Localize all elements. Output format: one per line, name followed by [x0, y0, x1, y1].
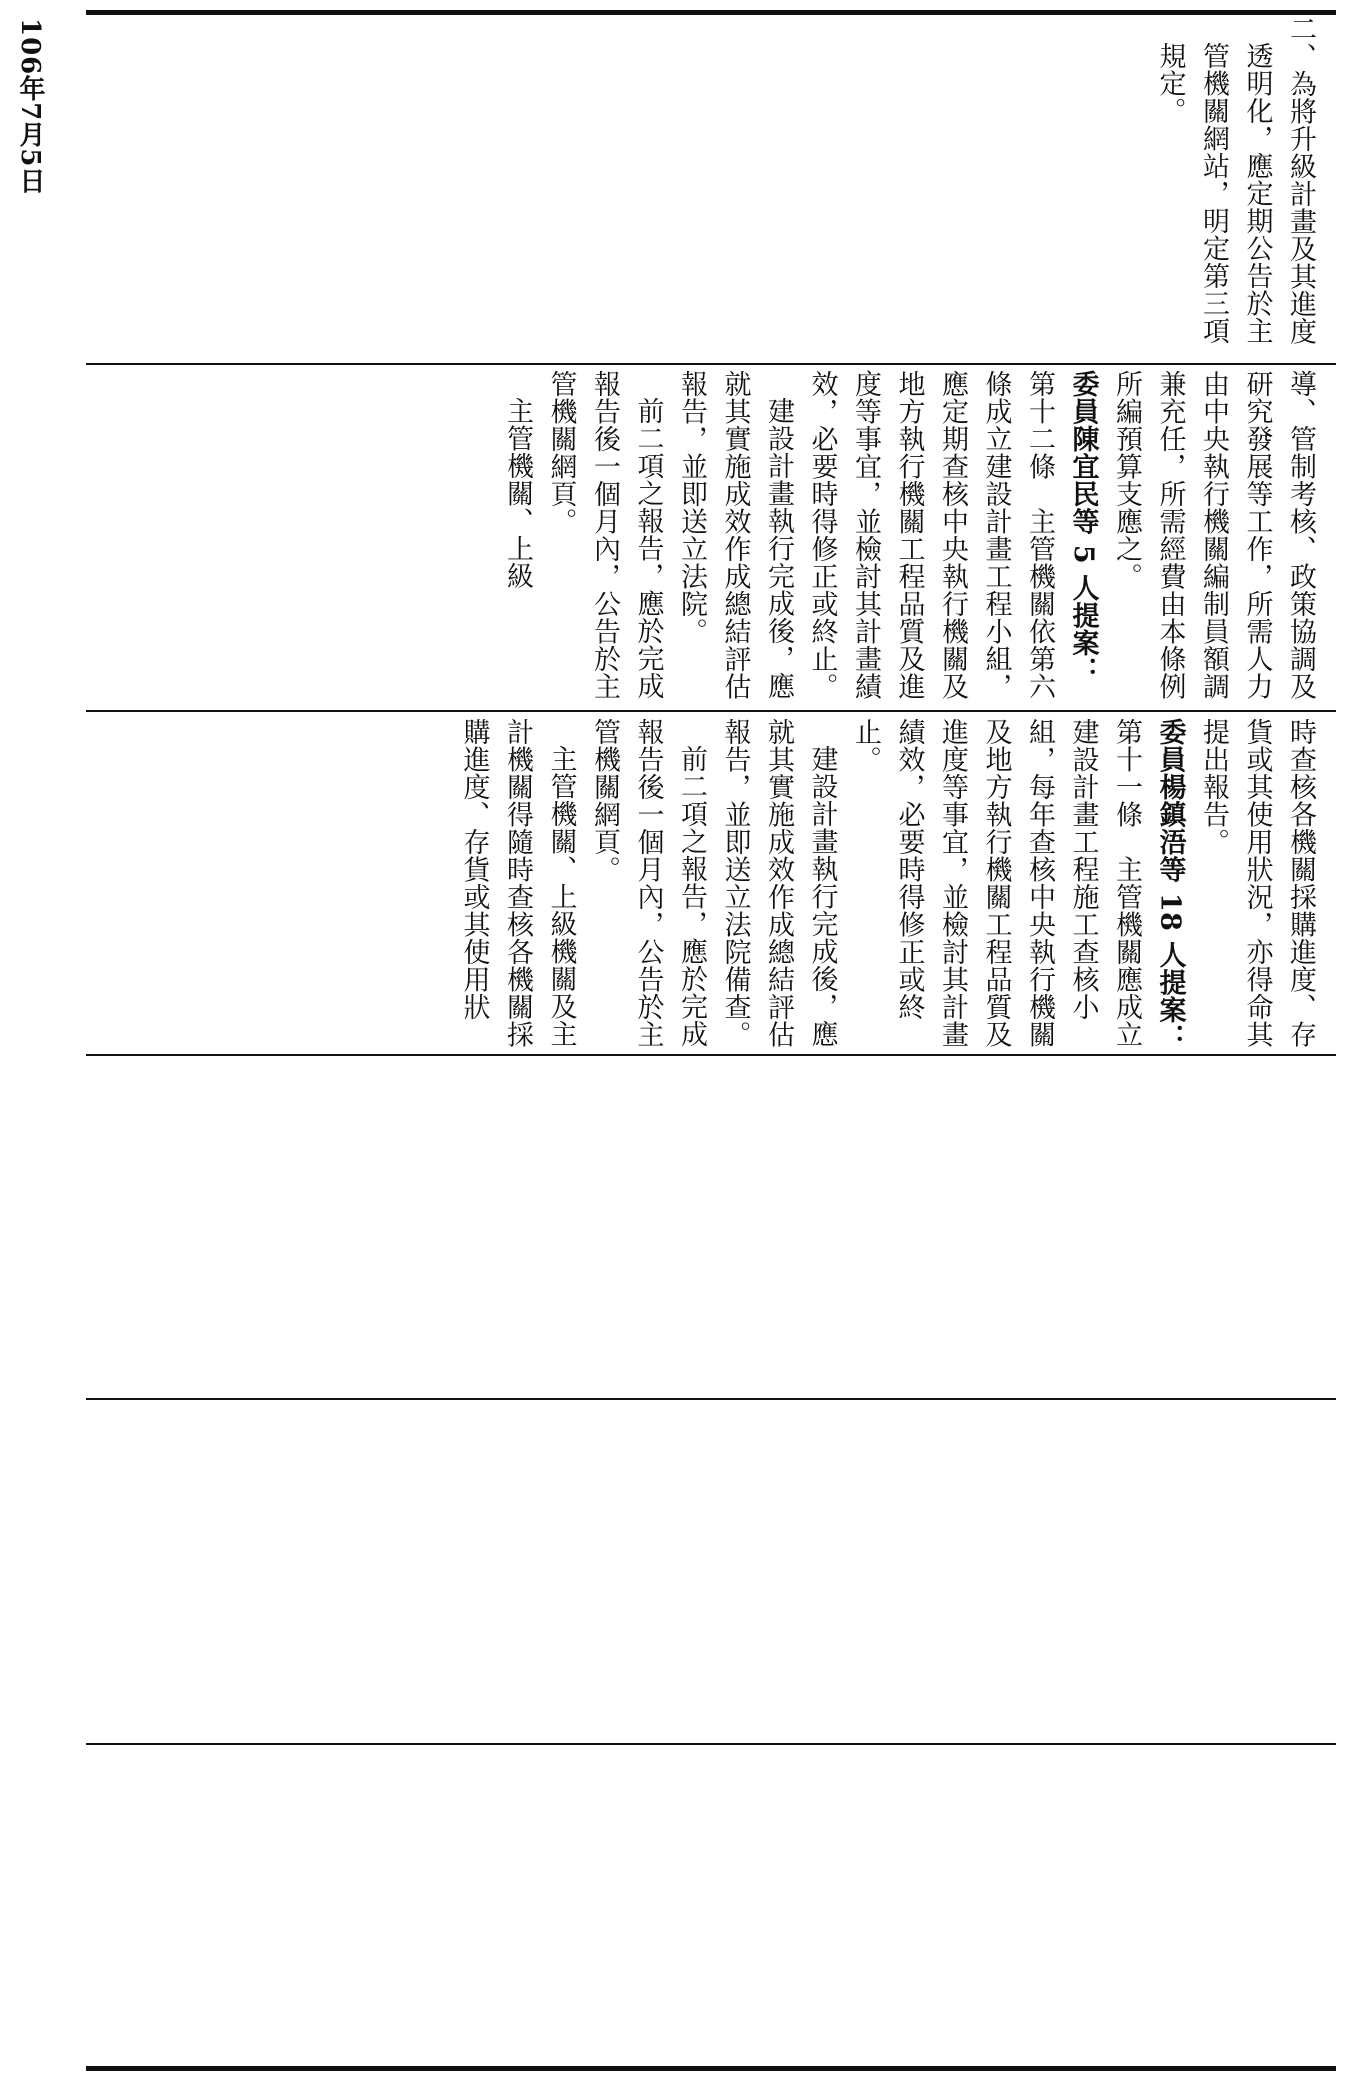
band-4	[86, 1060, 1336, 1395]
paragraph: 主管機關、上級機關及主計機關得隨時查核各機關採購進度、存貨或其使用狀	[458, 718, 577, 1048]
paragraph: 第十一條 主管機關應成立建設計畫工程施工查核小組，每年查核中央執行機關及地方執行機關工程品質及進度等事宜，並檢討其計畫績效，必要時得修正或終止。	[850, 718, 1142, 1048]
page-header-date: 106年7月5日	[15, 18, 45, 195]
paragraph: 二、為將升級計畫及其進度透明化，應定期公告於主管機關網站，明定第三項規定。	[1154, 15, 1316, 345]
band-6	[86, 1750, 1336, 2066]
paragraph: 建設計畫執行完成後，應就其實施成效作成總結評估報告，並即送立法院。	[676, 370, 794, 700]
row-divider-3	[86, 1054, 1336, 1056]
band-3-col-3	[458, 718, 1336, 1052]
band-5	[86, 1404, 1336, 1740]
band-2-col-3	[502, 370, 1336, 708]
band-4-col-1	[86, 1060, 411, 1395]
paragraph: 時查核各機關採購進度、存貨或其使用狀況，亦得命其提出報告。	[1198, 718, 1316, 1048]
band-1-col-1	[86, 15, 411, 363]
paragraph: 前二項之報告，應於完成報告後一個月內，公告於主管機關網頁。	[589, 718, 707, 1048]
row-divider-1	[86, 363, 1336, 365]
band-5-col-3	[754, 1404, 1336, 1740]
band-2	[86, 370, 1336, 708]
bottom-rule	[86, 2066, 1336, 2071]
document-frame	[86, 10, 1336, 2071]
paragraph: 導、管制考核、政策協調及研究發展等工作，所需人力由中央執行機關編制員額調兼充任，所需經費由本條例所編預算支應之。	[1111, 370, 1316, 700]
band-6-col-1	[86, 1750, 411, 2066]
band-4-col-3	[754, 1060, 1336, 1395]
band-3	[86, 718, 1336, 1052]
band-3-col-1	[86, 718, 411, 1052]
row-divider-4	[86, 1398, 1336, 1400]
band-1-col-3	[754, 15, 1336, 363]
proposal-heading: 委員陳宜民等 5 人提案：	[1067, 370, 1099, 685]
band-6-col-3	[754, 1750, 1336, 2066]
paragraph: 第十二條 主管機關依第六條成立建設計畫工程小組，應定期查核中央執行機關及地方執行機關工程品質及進度等事宜，並檢討其計畫績效，必要時得修正或終止。	[806, 370, 1055, 700]
band-2-col-1	[86, 370, 411, 708]
proposal-heading: 委員楊鎮浯等 18 人提案：	[1154, 718, 1186, 1052]
band-5-col-2	[419, 1404, 744, 1740]
band-6-col-2	[419, 1750, 744, 2066]
band-1-col-2	[419, 15, 744, 363]
band-5-col-1	[86, 1404, 411, 1740]
paragraph: 建設計畫執行完成後，應就其實施成效作成總結評估報告，並即送立法院備查。	[719, 718, 838, 1048]
row-divider-2	[86, 710, 1336, 712]
band-1	[86, 15, 1336, 363]
paragraph: 主管機關、上級	[502, 397, 533, 590]
paragraph: 前二項之報告，應於完成報告後一個月內，公告於主管機關網頁。	[545, 370, 664, 700]
band-4-col-2	[419, 1060, 744, 1395]
row-divider-5	[86, 1743, 1336, 1745]
